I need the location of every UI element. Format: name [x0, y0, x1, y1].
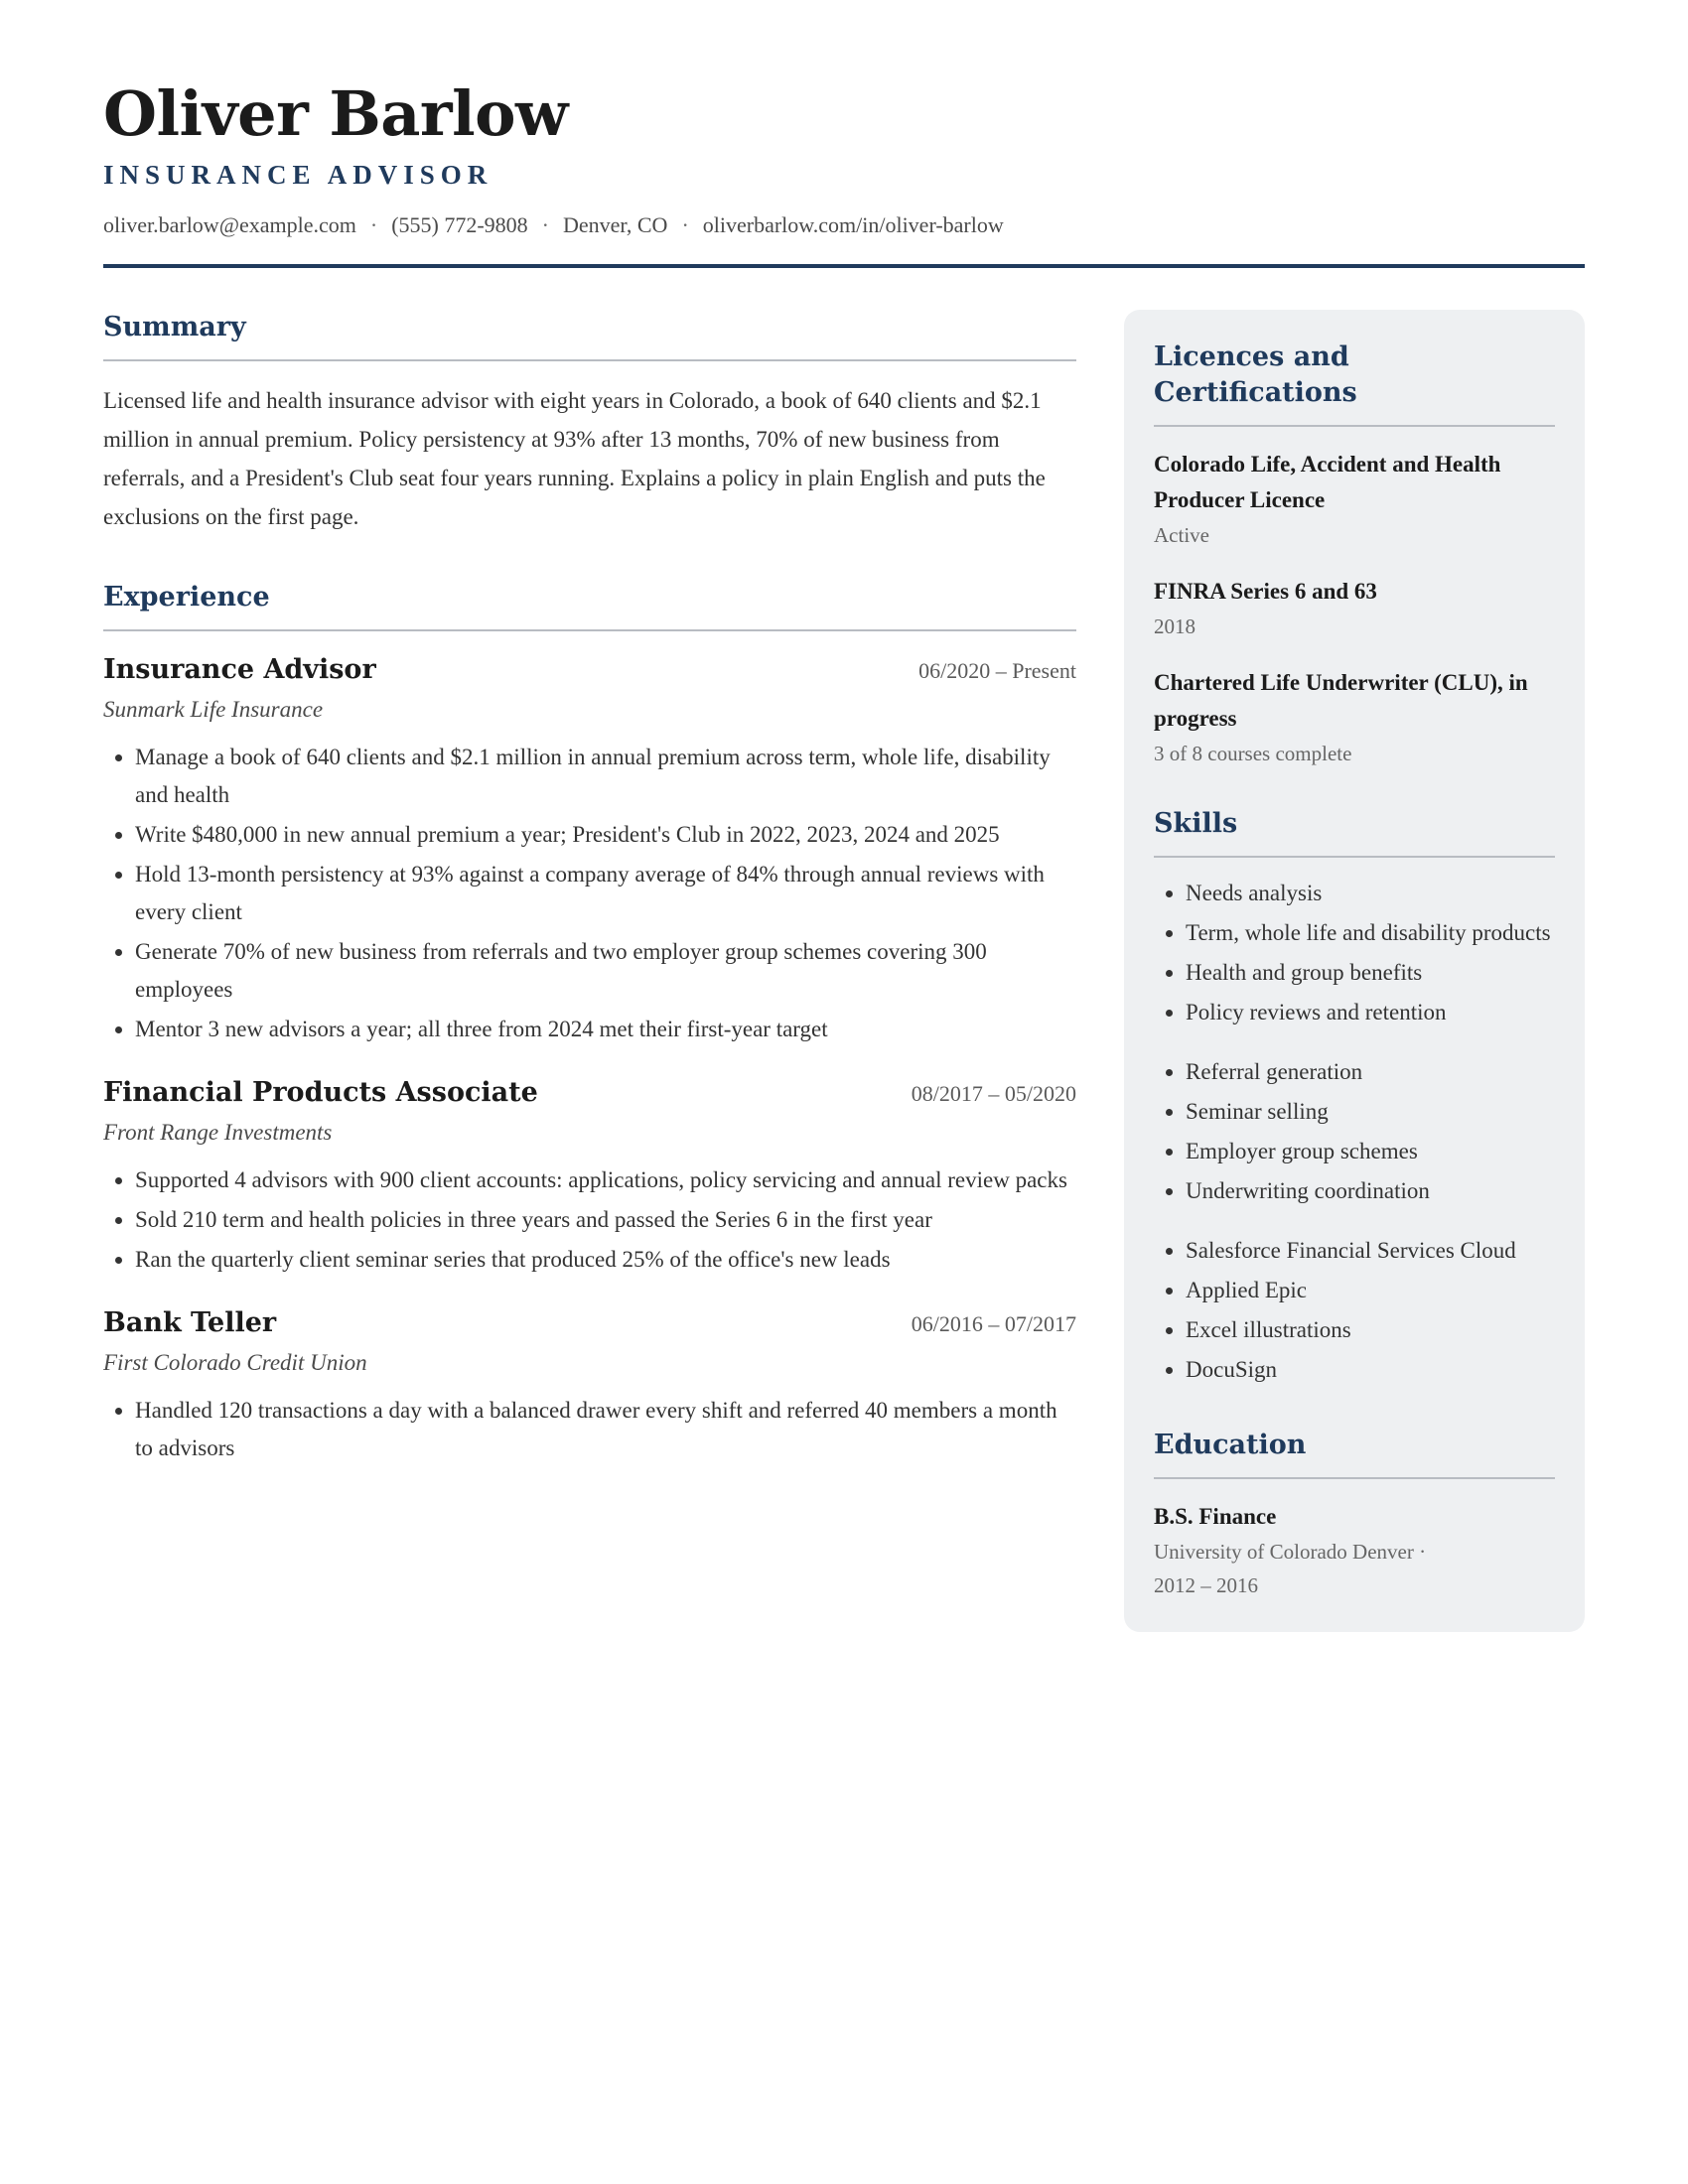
candidate-role: INSURANCE ADVISOR [103, 160, 493, 190]
summary-text: Licensed life and health insurance advisor with eight years in Colorado, a book of 640 clients and $2.1 million in annual premium. Policy persistency at 93% after 13 months, 70% of new business from referrals, and a President's Club seat four years running. Explains a policy in plain English and puts the exclusions on the first page. [103, 388, 1046, 529]
summary-heading: Summary [103, 312, 246, 342]
certification-name: Chartered Life Underwriter (CLU), in progress [1154, 670, 1528, 731]
education-school: University of Colorado Denver · [1154, 1540, 1427, 1564]
job-bullet: • Hold 13-month persistency at 93% against a company average of 84% through annual reviews with every client [135, 856, 1076, 931]
job-bullet: • Mentor 3 new advisors a year; all three from 2024 met their first-year target [135, 1011, 1076, 1048]
job-bullet: • Write $480,000 in new annual premium a year; President's Club in 2022, 2023, 2024 and 2025 [135, 816, 1076, 854]
skill-item: • Health and group benefits [1186, 953, 1555, 993]
job-header [103, 1304, 1076, 1342]
content-columns [103, 310, 1585, 1632]
skills-heading: Skills [1154, 808, 1238, 839]
job-dates: 06/2020 – Present [918, 658, 1076, 683]
education-section [1154, 1428, 1555, 1602]
contact-line [103, 210, 1585, 240]
contact-phone: (555) 772-9808 [391, 212, 528, 237]
skill-item: • Salesforce Financial Services Cloud [1186, 1231, 1555, 1271]
skills-section [1154, 806, 1555, 1390]
main-column [103, 310, 1076, 1632]
contact-separator: · [541, 212, 549, 237]
summary-section [103, 310, 1076, 536]
job-bullet: • Supported 4 advisors with 900 client accounts: applications, policy servicing and annual review packs [135, 1161, 1076, 1199]
certification-item [1154, 574, 1555, 641]
job-company: Front Range Investments [103, 1120, 333, 1145]
education-years: 2012 – 2016 [1154, 1573, 1258, 1597]
certification-item [1154, 665, 1555, 768]
job-company: Sunmark Life Insurance [103, 697, 324, 722]
certification-item [1154, 447, 1555, 550]
certification-name: Colorado Life, Accident and Health Producer Licence [1154, 452, 1501, 512]
skill-item: • Needs analysis [1186, 874, 1555, 913]
skill-item: • Seminar selling [1186, 1092, 1555, 1132]
skill-item: • Applied Epic [1186, 1271, 1555, 1310]
job-dates: 06/2016 – 07/2017 [911, 1311, 1076, 1336]
certification-status: 3 of 8 courses complete [1154, 742, 1352, 765]
job-bullets [103, 739, 1076, 1048]
contact-location: Denver, CO [563, 212, 668, 237]
job-dates: 08/2017 – 05/2020 [911, 1081, 1076, 1106]
skills-group [1154, 1231, 1555, 1390]
contact-separator: · [369, 212, 378, 237]
education-heading: Education [1154, 1430, 1307, 1460]
skill-item: • DocuSign [1186, 1350, 1555, 1390]
contact-website[interactable]: oliverbarlow.com/in/oliver-barlow [702, 212, 1004, 237]
job-bullet: • Generate 70% of new business from referrals and two employer group schemes covering 300 employees [135, 933, 1076, 1009]
section-divider [1154, 856, 1555, 858]
section-divider [1154, 425, 1555, 427]
education-degree: B.S. Finance [1154, 1504, 1277, 1529]
candidate-name: Oliver Barlow [103, 77, 568, 150]
skill-item: • Excel illustrations [1186, 1310, 1555, 1350]
job-header [103, 1074, 1076, 1112]
job-bullets [103, 1392, 1076, 1467]
job-header [103, 651, 1076, 689]
skills-group [1154, 1052, 1555, 1211]
skills-group [1154, 874, 1555, 1032]
section-divider [103, 629, 1076, 631]
contact-email[interactable]: oliver.barlow@example.com [103, 212, 356, 237]
skill-item: • Policy reviews and retention [1186, 993, 1555, 1032]
skill-item: • Underwriting coordination [1186, 1171, 1555, 1211]
certification-status: Active [1154, 523, 1209, 547]
experience-section [103, 580, 1076, 1467]
skill-item: • Referral generation [1186, 1052, 1555, 1092]
job-bullet: • Sold 210 term and health policies in three years and passed the Series 6 in the first year [135, 1201, 1076, 1239]
job-bullet: • Manage a book of 640 clients and $2.1 million in annual premium across term, whole life, disability and health [135, 739, 1076, 814]
job-entry [103, 1304, 1076, 1467]
experience-heading: Experience [103, 582, 270, 613]
certification-name: FINRA Series 6 and 63 [1154, 579, 1377, 604]
sidebar-panel [1124, 310, 1585, 1632]
header-divider [103, 264, 1585, 268]
resume-header [103, 0, 1585, 268]
job-title: Bank Teller [103, 1307, 277, 1338]
certifications-heading: Licences and Certifications [1154, 341, 1357, 408]
job-bullet: • Ran the quarterly client seminar series that produced 25% of the office's new leads [135, 1241, 1076, 1279]
section-divider [103, 359, 1076, 361]
certifications-section [1154, 340, 1555, 768]
section-divider [1154, 1477, 1555, 1479]
skill-item: • Employer group schemes [1186, 1132, 1555, 1171]
contact-separator: · [681, 212, 689, 237]
job-entry [103, 1074, 1076, 1279]
job-company: First Colorado Credit Union [103, 1350, 367, 1375]
skill-item: • Term, whole life and disability products [1186, 913, 1555, 953]
job-entry [103, 651, 1076, 1048]
job-title: Insurance Advisor [103, 654, 376, 685]
job-bullet: • Handled 120 transactions a day with a balanced drawer every shift and referred 40 members a month to advisors [135, 1392, 1076, 1467]
job-bullets [103, 1161, 1076, 1279]
certification-status: 2018 [1154, 614, 1196, 638]
job-title: Financial Products Associate [103, 1077, 538, 1108]
